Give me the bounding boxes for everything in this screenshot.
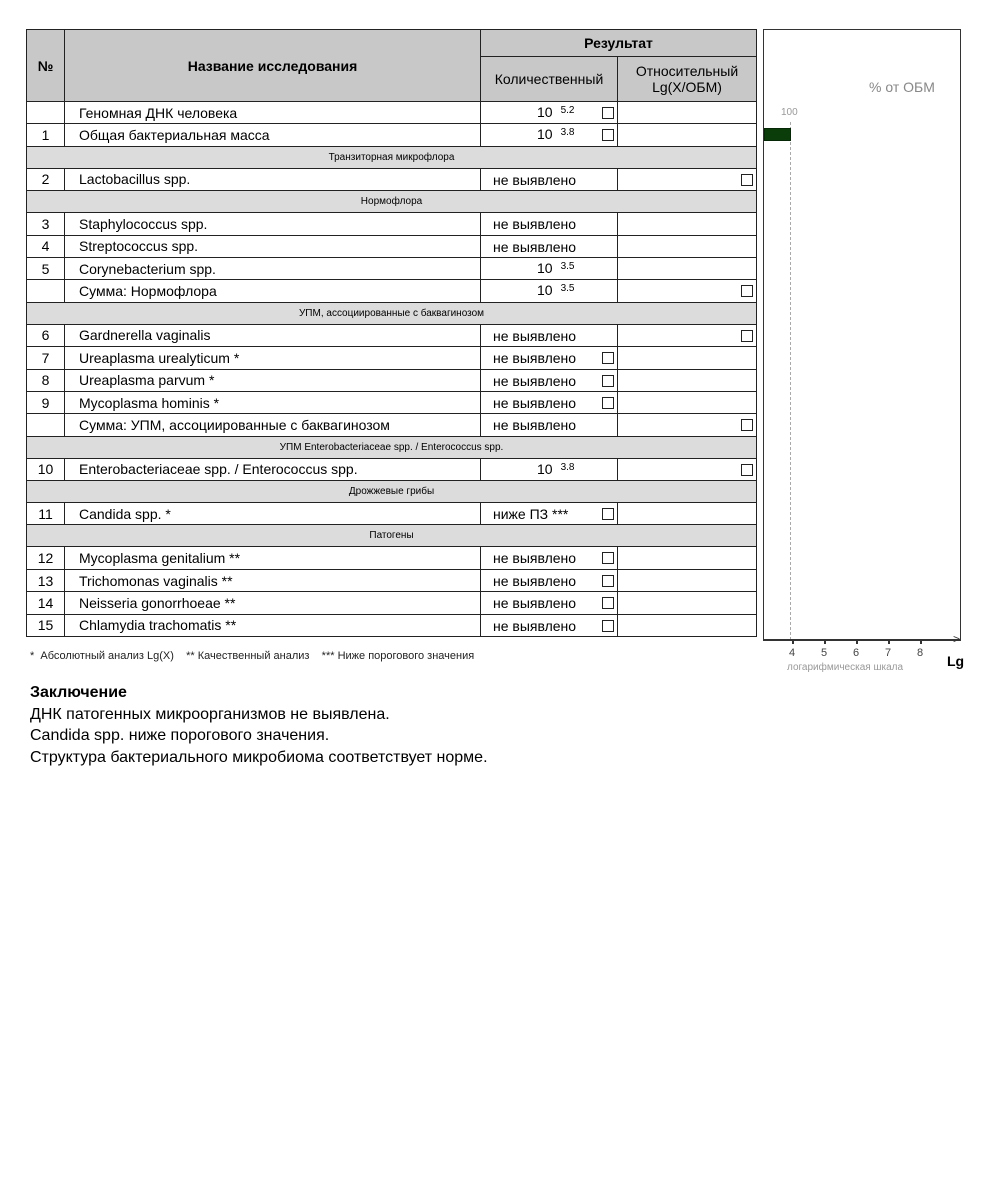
test-name: Общая бактериальная масса	[65, 124, 481, 146]
table-row	[27, 235, 757, 257]
quantitative-text: ниже ПЗ ***	[493, 506, 569, 523]
value-exponent: 3.8	[560, 461, 575, 473]
x-tick-label: 7	[885, 647, 892, 659]
table-row	[27, 391, 757, 413]
test-name: Chlamydia trachomatis **	[65, 614, 481, 636]
quantitative-cell	[481, 213, 618, 235]
x-tick-label: 5	[821, 647, 828, 659]
quantitative-text: не выявлено	[493, 417, 577, 434]
value-base: 10	[537, 460, 553, 477]
relative-cell	[618, 503, 757, 525]
conclusion	[30, 682, 488, 768]
checkbox-icon[interactable]	[602, 620, 614, 632]
quantitative-text: не выявлено	[493, 394, 577, 411]
section-label: Транзиторная микрофлора	[27, 146, 757, 168]
quantitative-text: не выявлено	[493, 350, 577, 367]
test-name: Streptococcus spp.	[65, 235, 481, 257]
checkbox-icon[interactable]	[741, 285, 753, 297]
results-table	[26, 29, 757, 637]
header-quantitative: Количественный	[481, 57, 618, 102]
quantitative-cell	[481, 347, 618, 369]
quantitative-cell	[481, 369, 618, 391]
x-tick	[856, 640, 858, 644]
row-number	[27, 102, 65, 124]
quantitative-value	[537, 260, 574, 276]
table-row	[27, 347, 757, 369]
x-tick	[920, 640, 922, 644]
quantitative-text: не выявлено	[493, 595, 577, 612]
results-body	[27, 102, 757, 637]
quantitative-text: не выявлено	[493, 372, 577, 389]
section-label: Патогены	[27, 525, 757, 547]
table-row	[27, 280, 757, 302]
test-name: Ureaplasma parvum *	[65, 369, 481, 391]
quantitative-text: не выявлено	[493, 617, 577, 634]
checkbox-icon[interactable]	[602, 107, 614, 119]
test-name: Mycoplasma genitalium **	[65, 547, 481, 569]
quantitative-cell	[481, 168, 618, 190]
quantitative-cell	[481, 569, 618, 591]
relative-cell	[618, 124, 757, 146]
table-row	[27, 614, 757, 636]
table-row	[27, 324, 757, 346]
section-label: УПМ, ассоциированные с баквагинозом	[27, 302, 757, 324]
table-row	[27, 503, 757, 525]
checkbox-icon[interactable]	[602, 129, 614, 141]
relative-cell	[618, 458, 757, 480]
quantitative-value	[537, 104, 574, 120]
x-tick-label: 4	[789, 647, 796, 659]
quantitative-cell	[481, 592, 618, 614]
checkbox-icon[interactable]	[741, 330, 753, 342]
chart-reference-line	[790, 122, 791, 640]
test-name: Neisseria gonorrhoeae **	[65, 592, 481, 614]
quantitative-cell	[481, 503, 618, 525]
header-name: Название исследования	[65, 30, 481, 102]
relative-cell	[618, 102, 757, 124]
header-num: №	[27, 30, 65, 102]
quantitative-text: не выявлено	[493, 572, 577, 589]
quantitative-value	[537, 126, 574, 142]
row-number: 14	[27, 592, 65, 614]
quantitative-cell	[481, 547, 618, 569]
quantitative-cell	[481, 414, 618, 436]
section-row	[27, 302, 757, 324]
axis-arrow-icon: >	[953, 632, 961, 646]
value-exponent: 5.2	[560, 105, 575, 116]
checkbox-icon[interactable]	[602, 508, 614, 520]
row-number: 15	[27, 614, 65, 636]
row-number: 10	[27, 458, 65, 480]
relative-cell	[618, 257, 757, 279]
log-scale-chart	[763, 29, 961, 641]
test-name: Enterobacteriaceae spp. / Enterococcus spp.	[65, 458, 481, 480]
relative-cell	[618, 280, 757, 302]
x-tick	[888, 640, 890, 644]
quantitative-cell	[481, 257, 618, 279]
row-number: 3	[27, 213, 65, 235]
x-tick-label: 6	[853, 647, 860, 659]
table-row	[27, 168, 757, 190]
quantitative-cell	[481, 614, 618, 636]
relative-cell	[618, 547, 757, 569]
test-name: Gardnerella vaginalis	[65, 324, 481, 346]
header-relative	[618, 57, 757, 102]
section-label: Дрожжевые грибы	[27, 481, 757, 503]
relative-cell	[618, 391, 757, 413]
table-row	[27, 458, 757, 480]
checkbox-icon[interactable]	[602, 375, 614, 387]
x-tick	[824, 640, 826, 644]
table-row	[27, 547, 757, 569]
quantitative-value	[537, 461, 574, 477]
row-number	[27, 280, 65, 302]
x-tick-label: 8	[917, 647, 924, 659]
quantitative-cell	[481, 280, 618, 302]
section-row	[27, 436, 757, 458]
test-name: Геномная ДНК человека	[65, 102, 481, 124]
row-number: 2	[27, 168, 65, 190]
quantitative-cell	[481, 324, 618, 346]
section-row	[27, 191, 757, 213]
value-base: 10	[537, 282, 553, 299]
value-base: 10	[537, 126, 553, 143]
conclusion-line: ДНК патогенных микроорганизмов не выявлена.	[30, 705, 390, 723]
row-number: 7	[27, 347, 65, 369]
test-name: Сумма: Нормофлора	[65, 280, 481, 302]
relative-cell	[618, 213, 757, 235]
quantitative-cell	[481, 458, 618, 480]
quantitative-text: не выявлено	[493, 171, 577, 188]
relative-cell	[618, 347, 757, 369]
row-number: 4	[27, 235, 65, 257]
row-number: 12	[27, 547, 65, 569]
conclusion-title: Заключение	[30, 684, 127, 701]
relative-cell	[618, 324, 757, 346]
x-tick	[792, 640, 794, 644]
row-number: 1	[27, 124, 65, 146]
relative-cell	[618, 235, 757, 257]
row-number: 6	[27, 324, 65, 346]
table-row	[27, 102, 757, 124]
value-exponent: 3.8	[560, 127, 575, 139]
test-name: Lactobacillus spp.	[65, 168, 481, 190]
test-name: Candida spp. *	[65, 503, 481, 525]
test-name: Сумма: УПМ, ассоциированные с баквагинозом	[65, 414, 481, 436]
row-number: 5	[27, 257, 65, 279]
relative-cell	[618, 614, 757, 636]
table-row	[27, 414, 757, 436]
header-relative-line2: Lg(X/ОБМ)	[652, 79, 722, 95]
checkbox-icon[interactable]	[741, 464, 753, 476]
footnote: * Абсолютный анализ Lg(X) ** Качественный анализ *** Ниже порогового значения	[30, 650, 475, 662]
value-exponent: 3.5	[560, 260, 575, 272]
checkbox-icon[interactable]	[602, 397, 614, 409]
chart-title: % от ОБМ	[869, 79, 935, 95]
checkbox-icon[interactable]	[602, 575, 614, 587]
section-row	[27, 146, 757, 168]
header-relative-line1: Относительный	[635, 63, 739, 79]
row-number: 13	[27, 569, 65, 591]
table-row	[27, 257, 757, 279]
table-row	[27, 592, 757, 614]
table-row	[27, 124, 757, 146]
checkbox-icon[interactable]	[741, 419, 753, 431]
row-number: 8	[27, 369, 65, 391]
test-name: Mycoplasma hominis *	[65, 391, 481, 413]
quantitative-cell	[481, 235, 618, 257]
value-base: 10	[537, 104, 553, 120]
relative-cell	[618, 569, 757, 591]
section-label: Нормофлора	[27, 191, 757, 213]
test-name: Corynebacterium spp.	[65, 257, 481, 279]
section-label: УПМ Enterobacteriaceae spp. / Enterococcus spp.	[27, 436, 757, 458]
checkbox-icon[interactable]	[602, 352, 614, 364]
section-row	[27, 525, 757, 547]
chart-x-caption: логарифмическая шкала	[787, 662, 904, 673]
value-exponent: 3.5	[560, 283, 575, 295]
quantitative-text: не выявлено	[493, 238, 577, 255]
checkbox-icon[interactable]	[602, 597, 614, 609]
test-name: Staphylococcus spp.	[65, 213, 481, 235]
table-row	[27, 569, 757, 591]
header-result: Результат	[481, 30, 757, 57]
quantitative-text: не выявлено	[493, 216, 577, 233]
chart-marker-label: 100	[781, 107, 798, 118]
table-row	[27, 213, 757, 235]
section-row	[27, 481, 757, 503]
checkbox-icon[interactable]	[602, 552, 614, 564]
quantitative-cell	[481, 102, 618, 124]
relative-cell	[618, 414, 757, 436]
quantitative-cell	[481, 391, 618, 413]
table-row	[27, 369, 757, 391]
chart-bar-obm	[764, 128, 791, 141]
row-number: 11	[27, 503, 65, 525]
relative-cell	[618, 168, 757, 190]
checkbox-icon[interactable]	[741, 174, 753, 186]
relative-cell	[618, 592, 757, 614]
test-name: Ureaplasma urealyticum *	[65, 347, 481, 369]
quantitative-text: не выявлено	[493, 327, 577, 344]
relative-cell	[618, 369, 757, 391]
quantitative-text: не выявлено	[493, 550, 577, 567]
quantitative-value	[537, 282, 574, 298]
test-name: Trichomonas vaginalis **	[65, 569, 481, 591]
chart-x-unit: Lg	[947, 653, 965, 669]
value-base: 10	[537, 259, 553, 276]
conclusion-line: Структура бактериального микробиома соответствует норме.	[30, 748, 488, 766]
row-number	[27, 414, 65, 436]
conclusion-line: Candida spp. ниже порогового значения.	[30, 727, 330, 744]
row-number: 9	[27, 391, 65, 413]
quantitative-cell	[481, 124, 618, 146]
